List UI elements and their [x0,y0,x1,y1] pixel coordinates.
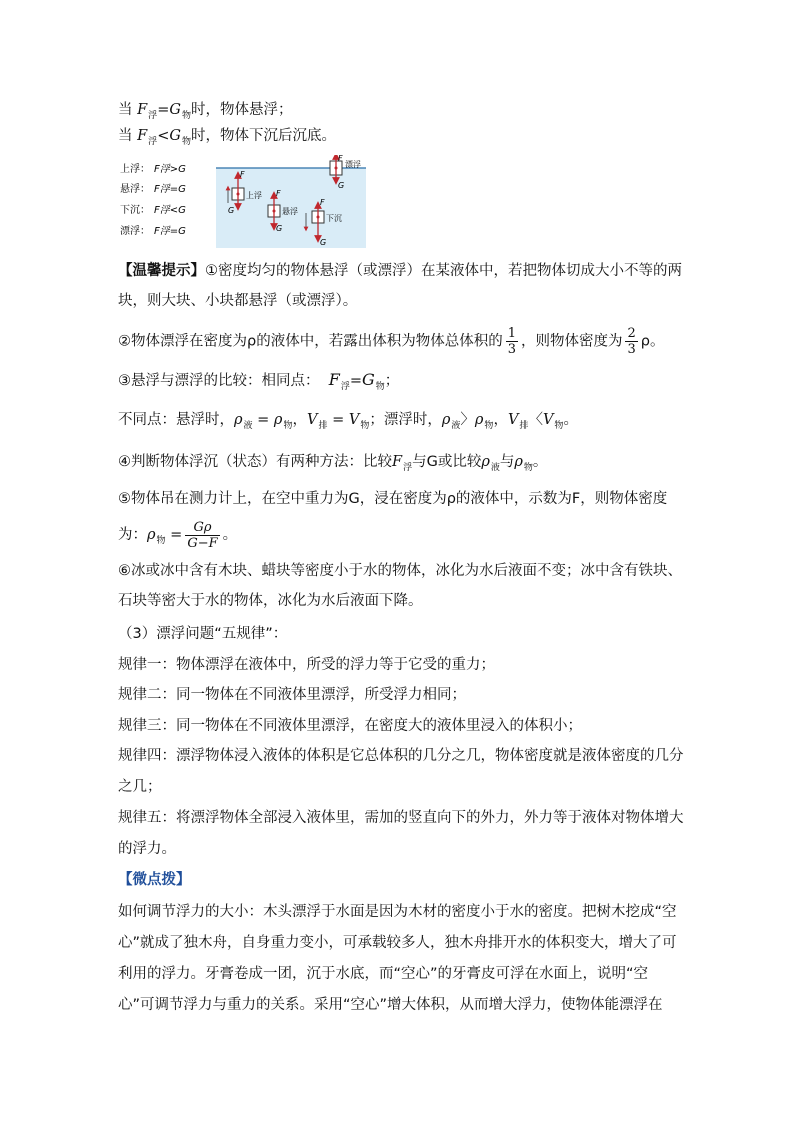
text: 规律三：同一物体在不同液体里漂浮，在密度大的液体里浸入的体积小； [118,718,582,734]
operator: = [349,373,362,389]
symbol-rho: ρ [273,412,283,428]
operator: = [157,102,170,118]
legend-sink: 下沉： [120,205,150,216]
text: ②物体漂浮在密度为ρ的液体中，若露出体积为物体总体积的 [118,333,503,350]
subscript: 液 [490,463,500,473]
text: 为： [118,527,147,543]
text-line [118,452,678,474]
subscript: 液 [451,421,461,431]
subscript: 液 [243,421,253,431]
numerator: Gρ [185,520,219,536]
subscript: 浮 [340,382,350,392]
text-line [118,126,678,148]
rule-3 [118,716,678,736]
text: ；漂浮时， [369,412,442,428]
legend-rise-relation: F浮>G [154,164,186,175]
text: 与 [499,454,515,470]
subscript: 物 [181,137,191,147]
rule-4 [118,746,684,766]
subscript: 物 [523,463,533,473]
text-line [118,291,678,311]
text: 不同点：悬浮时， [118,412,234,428]
text: 当 [118,128,138,144]
legend-rise: 上浮： [120,164,150,175]
text: 规律二：同一物体在不同液体里漂浮，所受浮力相同； [118,687,466,703]
symbol-G: G [362,370,375,389]
label-G: G [320,238,327,247]
micro-paragraph-line [118,933,678,953]
micro-paragraph-line [118,902,678,922]
symbol-V: V [306,412,318,428]
text: 。 [532,454,548,470]
fraction [625,326,637,357]
symbol-rho: ρ [441,412,451,428]
text-line [118,561,682,581]
text: 如何调节浮力的大小：木头漂浮于水面是因为木材的密度小于水的密度。把树木挖成“空 [118,904,677,920]
subscript: 物 [283,421,293,431]
symbol-rho: ρ [147,527,156,543]
rule-5-cont [118,839,678,859]
tips-header: 【温馨提示】 [118,263,205,279]
text-line [118,100,678,122]
text: 的浮力。 [118,841,176,857]
text: 。 [222,527,238,543]
fraction [506,326,518,357]
denominator: G−F [187,535,218,551]
text: ①密度均匀的物体悬浮（或漂浮）在某液体中，若把物体切成大小不等的两 [205,263,682,279]
rule-2 [118,685,678,705]
symbol-F: F [392,454,403,470]
label-F: F [240,170,245,179]
text: 心”就成了独木舟，自身重力变小，可承载较多人，独木舟排开水的体积变大，增大了可 [118,935,677,951]
text-line [118,370,678,393]
text: ④判断物体浮沉（状态）有两种方法：比较 [118,454,392,470]
legend-float: 漂浮： [120,226,150,237]
symbol-F: F [137,102,148,118]
denominator: 3 [627,342,636,357]
operator: = [170,527,183,543]
label-G: G [338,181,345,190]
label-G: G [276,224,283,233]
text: ，则物体密度为 [520,333,623,350]
label-rise: 上浮 [246,191,262,200]
numerator: 1 [507,326,516,341]
symbol-rho: ρ [234,412,243,428]
micro-paragraph-line [118,995,678,1015]
rule-1 [118,655,678,675]
label-suspend: 悬浮 [282,207,298,216]
symbol-V: V [507,412,519,428]
text: 石块等密大于水的物体，冰化为水后液面下降。 [118,593,423,609]
label-G: G [228,206,235,215]
text: ρ。 [640,333,665,350]
subscript: 浮 [148,137,158,147]
numerator: 2 [627,326,636,341]
symbol-rho: ρ [481,454,490,470]
text: 块，则大块、小块都悬浮（或漂浮）。 [118,293,358,309]
legend-suspend-relation: F浮=G [154,184,186,195]
text-line [118,489,678,509]
symbol-rho: ρ [514,454,523,470]
micro-paragraph-line [118,964,678,984]
text: （3）漂浮问题“五规律”： [118,626,288,642]
text-line [118,518,678,554]
symbol-G: G [169,102,181,118]
rule-5 [118,808,684,828]
buoyancy-diagram [118,155,368,249]
rule-4-cont [118,777,678,797]
symbol-V: V [542,412,554,428]
symbol-V: V [348,412,360,428]
text: ③悬浮与漂浮的比较：相同点： [118,373,320,389]
operator: < [157,128,170,144]
subscript: 物 [554,421,564,431]
subscript: 浮 [403,463,413,473]
fraction [185,520,219,551]
symbol-G: G [169,128,181,144]
symbol-F: F [137,128,148,144]
text: 当 [118,102,138,118]
text: 规律五：将漂浮物体全部浸入液体里，需加的竖直向下的外力，外力等于液体对物体增大 [118,810,684,826]
label-F: F [338,155,343,163]
text: ⑥冰或冰中含有木块、蜡块等密度小于水的物体，冰化为水后液面不变；冰中含有铁块、 [118,563,682,579]
text-line: 不同点：悬浮时，$\rho_液 = \rho_物$，$V_排 = V_物$；漂浮时，$\rho_液$〉$\rho_物$，$V_排$〈$V_物$。 [118,412,578,431]
legend-suspend: 悬浮： [120,184,150,195]
label-float: 漂浮 [345,160,361,169]
text-line [118,591,678,611]
rules-heading [118,624,678,644]
text: 规律一：物体漂浮在液体中，所受的浮力等于它受的重力； [118,657,495,673]
text-line [118,261,682,281]
text: ； [384,373,400,389]
text: 心”可调节浮力与重力的关系。采用“空心”增大体积，从而增大浮力，使物体能漂浮在 [118,997,663,1013]
subscript: 物 [156,536,166,546]
subscript: 物 [181,111,191,121]
text: 规律四：漂浮物体浸入液体的体积是它总体积的几分之几，物体密度就是液体密度的几分 [118,748,684,764]
subscript: 浮 [148,111,158,121]
subscript: 排 [519,421,529,431]
text: 与G或比较 [412,454,482,470]
label-sink: 下沉 [326,214,342,223]
buoyancy-figure [118,155,368,249]
text: 之几； [118,779,162,795]
text: ⑤物体吊在测力计上，在空中重力为G，浸在密度为ρ的液体中，示数为F，则物体密度 [118,491,668,507]
label-F: F [320,198,325,207]
subscript: 排 [318,421,328,431]
subscript: 物 [375,382,385,392]
text: 利用的浮力。牙膏卷成一团，沉于水底，而“空心”的牙膏皮可浮在水面上，说明“空 [118,966,649,982]
symbol-rho: ρ [474,412,484,428]
label-F: F [276,189,281,198]
legend-sink-relation: F浮<G [154,205,186,216]
subscript: 物 [360,421,370,431]
subscript: 物 [484,421,494,431]
micro-header [118,870,678,890]
denominator: 3 [507,342,516,357]
text-line [118,326,678,357]
legend-float-relation: F浮=G [154,226,186,237]
symbol-F: F [328,370,340,389]
text: 【微点拨】 [118,872,191,888]
text: 时，物体悬浮； [190,102,293,118]
text: 时，物体下沉后沉底。 [190,128,336,144]
